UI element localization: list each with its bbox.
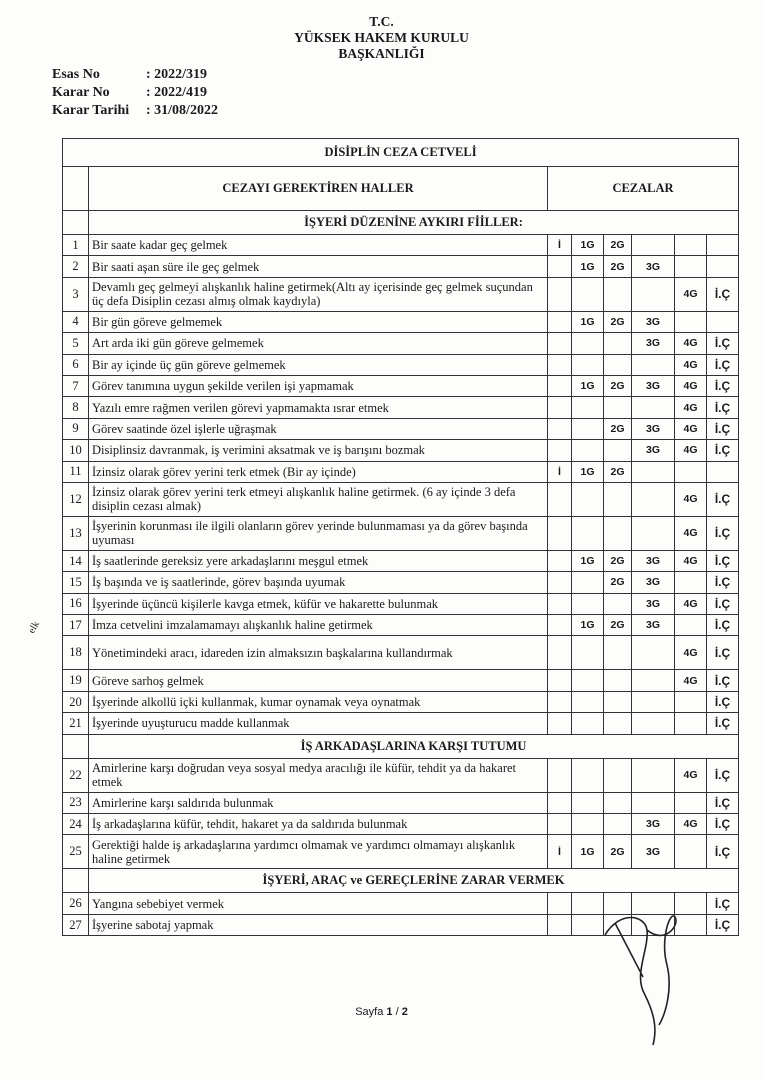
page-prefix: Sayfa: [355, 1006, 384, 1018]
case-meta: [52, 66, 218, 120]
row-number: 7: [63, 375, 89, 396]
penalty-cell: 3G: [632, 550, 675, 571]
esas-value: : 2022/319: [146, 67, 208, 82]
penalty-cell: 1G: [572, 235, 604, 256]
table-row: [63, 311, 739, 332]
penalty-cell: [548, 670, 572, 691]
penalty-cell: [548, 550, 572, 571]
section-number-cell: [63, 734, 89, 758]
penalty-cell: [548, 354, 572, 375]
penalty-cell: 1G: [572, 550, 604, 571]
table-row: [63, 550, 739, 571]
penalty-cell: [675, 792, 707, 813]
penalty-cell: İ.Ç: [707, 572, 739, 593]
penalty-cell: [548, 615, 572, 636]
row-description: Göreve sarhoş gelmek: [89, 670, 548, 691]
row-number: 21: [63, 713, 89, 734]
penalty-cell: [604, 758, 632, 792]
table-row: [63, 615, 739, 636]
row-description: Bir gün göreve gelmemek: [89, 311, 548, 332]
signature-scribble: [585, 905, 705, 1050]
penalty-cell: [572, 354, 604, 375]
margin-mark: elk: [26, 619, 42, 636]
penalty-cell: [548, 516, 572, 550]
penalty-cell: [548, 914, 572, 935]
penalty-cell: 3G: [632, 256, 675, 277]
penalty-cell: [604, 482, 632, 516]
row-description: İzinsiz olarak görev yerini terk etmek (Bir ay içinde): [89, 461, 548, 482]
penalty-cell: [604, 636, 632, 670]
penalty-cell: 3G: [632, 572, 675, 593]
penalty-cell: 3G: [632, 375, 675, 396]
table-row: [63, 593, 739, 614]
penalty-cell: İ: [548, 835, 572, 869]
section-number-cell: [63, 869, 89, 893]
penalty-cell: [675, 691, 707, 712]
row-number: 10: [63, 440, 89, 461]
row-number: 26: [63, 893, 89, 914]
penalty-cell: İ.Ç: [707, 914, 739, 935]
row-description: İş arkadaşlarına küfür, tehdit, hakaret ya da saldırıda bulunmak: [89, 814, 548, 835]
penalty-cell: [632, 758, 675, 792]
penalty-cell: [632, 516, 675, 550]
row-description: Art arda iki gün göreve gelmemek: [89, 333, 548, 354]
table-row: [63, 354, 739, 375]
row-description: İş saatlerinde gereksiz yere arkadaşlarını meşgul etmek: [89, 550, 548, 571]
penalty-cell: İ.Ç: [707, 758, 739, 792]
table-row: [63, 670, 739, 691]
penalty-cell: [675, 311, 707, 332]
page-total: 2: [401, 1006, 408, 1018]
penalty-cell: [548, 440, 572, 461]
penalty-cell: 4G: [675, 550, 707, 571]
row-number: 12: [63, 482, 89, 516]
penalty-cell: 4G: [675, 440, 707, 461]
row-description: Disiplinsiz davranmak, iş verimini aksatmak ve iş barışını bozmak: [89, 440, 548, 461]
penalty-cell: [675, 235, 707, 256]
penalty-cell: [548, 713, 572, 734]
table-row: [63, 440, 739, 461]
penalty-cell: 1G: [572, 461, 604, 482]
row-number: 18: [63, 636, 89, 670]
penalty-cell: [604, 713, 632, 734]
penalty-cell: [572, 397, 604, 418]
page-separator: /: [392, 1006, 402, 1018]
penalty-cell: İ.Ç: [707, 440, 739, 461]
penalty-cell: [572, 418, 604, 439]
row-number: 3: [63, 277, 89, 311]
table-row: [63, 758, 739, 792]
penalty-cell: 3G: [632, 814, 675, 835]
row-description: İşyerine sabotaj yapmak: [89, 914, 548, 935]
penalty-cell: [707, 235, 739, 256]
row-description: Yangına sebebiyet vermek: [89, 893, 548, 914]
penalty-cell: İ.Ç: [707, 550, 739, 571]
table-row: [63, 516, 739, 550]
penalty-cell: [548, 397, 572, 418]
penalty-cell: İ.Ç: [707, 713, 739, 734]
penalty-cell: [675, 572, 707, 593]
row-number: 20: [63, 691, 89, 712]
penalty-cell: 4G: [675, 814, 707, 835]
row-description: Bir saati aşan süre ile geç gelmek: [89, 256, 548, 277]
penalty-cell: [548, 256, 572, 277]
penalty-cell: 4G: [675, 758, 707, 792]
row-description: Amirlerine karşı doğrudan veya sosyal medya aracılığı ile küfür, tehdit ya da hakaret etmek: [89, 758, 548, 792]
penalty-cell: İ.Ç: [707, 354, 739, 375]
section-title: İŞYERİ, ARAÇ ve GEREÇLERİNE ZARAR VERMEK: [89, 869, 739, 893]
row-description: Bir ay içinde üç gün göreve gelmemek: [89, 354, 548, 375]
penalty-cell: [572, 691, 604, 712]
row-description: İşyerinin korunması ile ilgili olanların görev yerinde bulunmaması ya da görev başında uyuması: [89, 516, 548, 550]
penalty-cell: [604, 333, 632, 354]
penalty-cell: 1G: [572, 375, 604, 396]
penalty-cell: 4G: [675, 333, 707, 354]
penalty-cell: 2G: [604, 256, 632, 277]
row-description: İşyerinde uyuşturucu madde kullanmak: [89, 713, 548, 734]
penalty-cell: [604, 792, 632, 813]
row-number: 11: [63, 461, 89, 482]
page-footer: [0, 1006, 763, 1018]
penalty-cell: [548, 311, 572, 332]
penalty-cell: [548, 418, 572, 439]
penalty-cell: 4G: [675, 670, 707, 691]
penalty-cell: [632, 277, 675, 311]
penalty-cell: [604, 691, 632, 712]
penalty-cell: 3G: [632, 333, 675, 354]
penalty-cell: [572, 572, 604, 593]
table-row: [63, 277, 739, 311]
penalty-cell: [632, 461, 675, 482]
penalty-cell: 3G: [632, 615, 675, 636]
header-line-presidency: BAŞKANLIĞI: [338, 46, 425, 61]
penalty-cell: İ.Ç: [707, 418, 739, 439]
penalty-cell: [548, 375, 572, 396]
penalty-cell: 4G: [675, 397, 707, 418]
row-number: 16: [63, 593, 89, 614]
table-row: [63, 461, 739, 482]
row-description: Yazılı emre rağmen verilen görevi yapmamakta ısrar etmek: [89, 397, 548, 418]
penalty-cell: [675, 461, 707, 482]
penalty-cell: 2G: [604, 550, 632, 571]
penalty-cell: [548, 593, 572, 614]
penalty-cell: [572, 636, 604, 670]
penalty-cell: [572, 814, 604, 835]
table-title: DİSİPLİN CEZA CETVELİ: [63, 139, 739, 167]
table-row: [63, 835, 739, 869]
row-number: 1: [63, 235, 89, 256]
penalty-cell: [604, 277, 632, 311]
penalty-cell: 3G: [632, 835, 675, 869]
penalty-cell: [572, 593, 604, 614]
penalty-cell: [604, 593, 632, 614]
penalty-cell: İ.Ç: [707, 482, 739, 516]
table-row: [63, 235, 739, 256]
penalty-cell: [548, 572, 572, 593]
penalty-cell: 2G: [604, 418, 632, 439]
row-number: 9: [63, 418, 89, 439]
penalty-cell: 3G: [632, 311, 675, 332]
row-description: İşyerinde üçüncü kişilerle kavga etmek, küfür ve hakarette bulunmak: [89, 593, 548, 614]
row-number: 2: [63, 256, 89, 277]
penalty-cell: 1G: [572, 835, 604, 869]
penalty-cell: 4G: [675, 418, 707, 439]
penalty-cell: [548, 814, 572, 835]
penalty-cell: 4G: [675, 354, 707, 375]
penalty-cell: [604, 440, 632, 461]
table-row: [63, 572, 739, 593]
penalty-cell: İ.Ç: [707, 375, 739, 396]
penalty-cell: [632, 354, 675, 375]
penalty-cell: [604, 814, 632, 835]
tarih-label: Karar Tarihi: [52, 103, 130, 118]
row-number: 14: [63, 550, 89, 571]
penalty-cell: 3G: [632, 440, 675, 461]
penalty-cell: 1G: [572, 311, 604, 332]
penalty-cell: 2G: [604, 615, 632, 636]
penalty-cell: [632, 636, 675, 670]
row-description: Görev saatinde özel işlerle uğraşmak: [89, 418, 548, 439]
table-row: [63, 333, 739, 354]
penalty-cell: [632, 482, 675, 516]
penalty-cell: 2G: [604, 572, 632, 593]
penalty-cell: [548, 893, 572, 914]
penalty-cell: 2G: [604, 461, 632, 482]
table-row: [63, 636, 739, 670]
penalty-cell: 4G: [675, 593, 707, 614]
penalty-cell: 2G: [604, 375, 632, 396]
penalty-cell: [572, 713, 604, 734]
penalty-cell: [548, 792, 572, 813]
row-description: İşyerinde alkollü içki kullanmak, kumar oynamak veya oynatmak: [89, 691, 548, 712]
penalty-cell: İ.Ç: [707, 593, 739, 614]
table-row: [63, 713, 739, 734]
penalty-cell: 3G: [632, 418, 675, 439]
penalty-cell: İ.Ç: [707, 615, 739, 636]
penalty-cell: [675, 256, 707, 277]
table-row: [63, 375, 739, 396]
table-row: [63, 691, 739, 712]
row-number: 23: [63, 792, 89, 813]
penalty-cell: [572, 670, 604, 691]
penalty-cell: [675, 835, 707, 869]
penalty-cell: [548, 277, 572, 311]
penalty-cell: [675, 615, 707, 636]
penalty-cell: [604, 516, 632, 550]
penalty-cell: [632, 792, 675, 813]
penalty-cell: [548, 636, 572, 670]
row-number: 22: [63, 758, 89, 792]
penalty-cell: [548, 691, 572, 712]
penalty-cell: [572, 277, 604, 311]
penalty-cell: İ: [548, 235, 572, 256]
penalty-cell: [675, 713, 707, 734]
penalty-cell: [707, 256, 739, 277]
penalty-cell: 4G: [675, 516, 707, 550]
penalty-cell: İ.Ç: [707, 893, 739, 914]
row-number: 19: [63, 670, 89, 691]
row-number: 6: [63, 354, 89, 375]
row-description: Bir saate kadar geç gelmek: [89, 235, 548, 256]
row-number: 25: [63, 835, 89, 869]
penalty-cell: 4G: [675, 375, 707, 396]
row-number: 8: [63, 397, 89, 418]
penalty-cell: [604, 397, 632, 418]
penalty-cell: [632, 713, 675, 734]
penalty-cell: İ.Ç: [707, 691, 739, 712]
penalty-cell: 4G: [675, 482, 707, 516]
penalty-cell: [572, 758, 604, 792]
esas-label: Esas No: [52, 67, 100, 82]
row-description: Amirlerine karşı saldırıda bulunmak: [89, 792, 548, 813]
penalty-cell: İ.Ç: [707, 397, 739, 418]
row-description: İş başında ve iş saatlerinde, görev başında uyumak: [89, 572, 548, 593]
row-description: İmza cetvelini imzalamamayı alışkanlık haline getirmek: [89, 615, 548, 636]
row-number: 17: [63, 615, 89, 636]
row-number: 15: [63, 572, 89, 593]
penalty-cell: [707, 461, 739, 482]
penalty-cell: 3G: [632, 593, 675, 614]
row-number: 24: [63, 814, 89, 835]
column-header-cases: CEZAYI GEREKTİREN HALLER: [89, 167, 548, 211]
penalty-cell: [632, 397, 675, 418]
penalty-cell: [548, 758, 572, 792]
table-row: [63, 397, 739, 418]
row-number: 13: [63, 516, 89, 550]
penalty-cell: [632, 670, 675, 691]
header-line-tc: T.C.: [369, 14, 394, 29]
page-current: 1: [386, 1006, 393, 1018]
penalty-cell: [572, 333, 604, 354]
penalty-cell: [572, 482, 604, 516]
row-description: Yönetimindeki aracı, idareden izin almaksızın başkalarına kullandırmak: [89, 636, 548, 670]
column-header-penalties: CEZALAR: [548, 167, 739, 211]
row-number: 27: [63, 914, 89, 935]
karar-value: : 2022/419: [146, 85, 208, 100]
table-row: [63, 482, 739, 516]
table-row: [63, 792, 739, 813]
penalty-cell: [548, 333, 572, 354]
tarih-value: : 31/08/2022: [146, 103, 218, 118]
penalty-cell: İ.Ç: [707, 814, 739, 835]
penalty-cell: İ: [548, 461, 572, 482]
table-row: [63, 418, 739, 439]
penalty-cell: İ.Ç: [707, 792, 739, 813]
table-row: [63, 814, 739, 835]
penalty-cell: İ.Ç: [707, 516, 739, 550]
penalty-cell: [572, 440, 604, 461]
penalty-cell: [604, 354, 632, 375]
row-description: Görev tanımına uygun şekilde verilen işi yapmamak: [89, 375, 548, 396]
section-title: İŞYERİ DÜZENİNE AYKIRI FİİLLER:: [89, 211, 739, 235]
row-description: Gerektiği halde iş arkadaşlarına yardımcı olmamak ve yardımcı olmamayı alışkanlık haline getirmek: [89, 835, 548, 869]
penalty-cell: 4G: [675, 277, 707, 311]
penalty-cell: [632, 691, 675, 712]
penalty-cell: [604, 670, 632, 691]
penalty-cell: 4G: [675, 636, 707, 670]
section-number-cell: [63, 211, 89, 235]
penalty-cell: İ.Ç: [707, 835, 739, 869]
section-title: İŞ ARKADAŞLARINA KARŞI TUTUMU: [89, 734, 739, 758]
penalty-cell: 1G: [572, 256, 604, 277]
penalty-cell: 2G: [604, 311, 632, 332]
penalty-cell: [572, 792, 604, 813]
karar-label: Karar No: [52, 85, 110, 100]
row-description: Devamlı geç gelmeyi alışkanlık haline getirmek(Altı ay içerisinde geç gelmek suçundan üç defa Disiplin cezası almış olmak kaydıyla): [89, 277, 548, 311]
penalty-cell: İ.Ç: [707, 333, 739, 354]
discipline-penalty-table: [62, 138, 739, 936]
row-number: 4: [63, 311, 89, 332]
row-description: İzinsiz olarak görev yerini terk etmeyi alışkanlık haline getirmek. (6 ay içinde 3 defa disiplin cezası almak): [89, 482, 548, 516]
header-line-institution: YÜKSEK HAKEM KURULU: [294, 30, 469, 45]
row-number: 5: [63, 333, 89, 354]
table-row: [63, 256, 739, 277]
penalty-cell: [548, 482, 572, 516]
penalty-cell: İ.Ç: [707, 277, 739, 311]
penalty-cell: 2G: [604, 235, 632, 256]
penalty-cell: 1G: [572, 615, 604, 636]
penalty-cell: [707, 311, 739, 332]
penalty-cell: İ.Ç: [707, 636, 739, 670]
penalty-cell: [632, 235, 675, 256]
penalty-cell: 2G: [604, 835, 632, 869]
header-number-cell: [63, 167, 89, 211]
penalty-cell: İ.Ç: [707, 670, 739, 691]
penalty-cell: [572, 516, 604, 550]
